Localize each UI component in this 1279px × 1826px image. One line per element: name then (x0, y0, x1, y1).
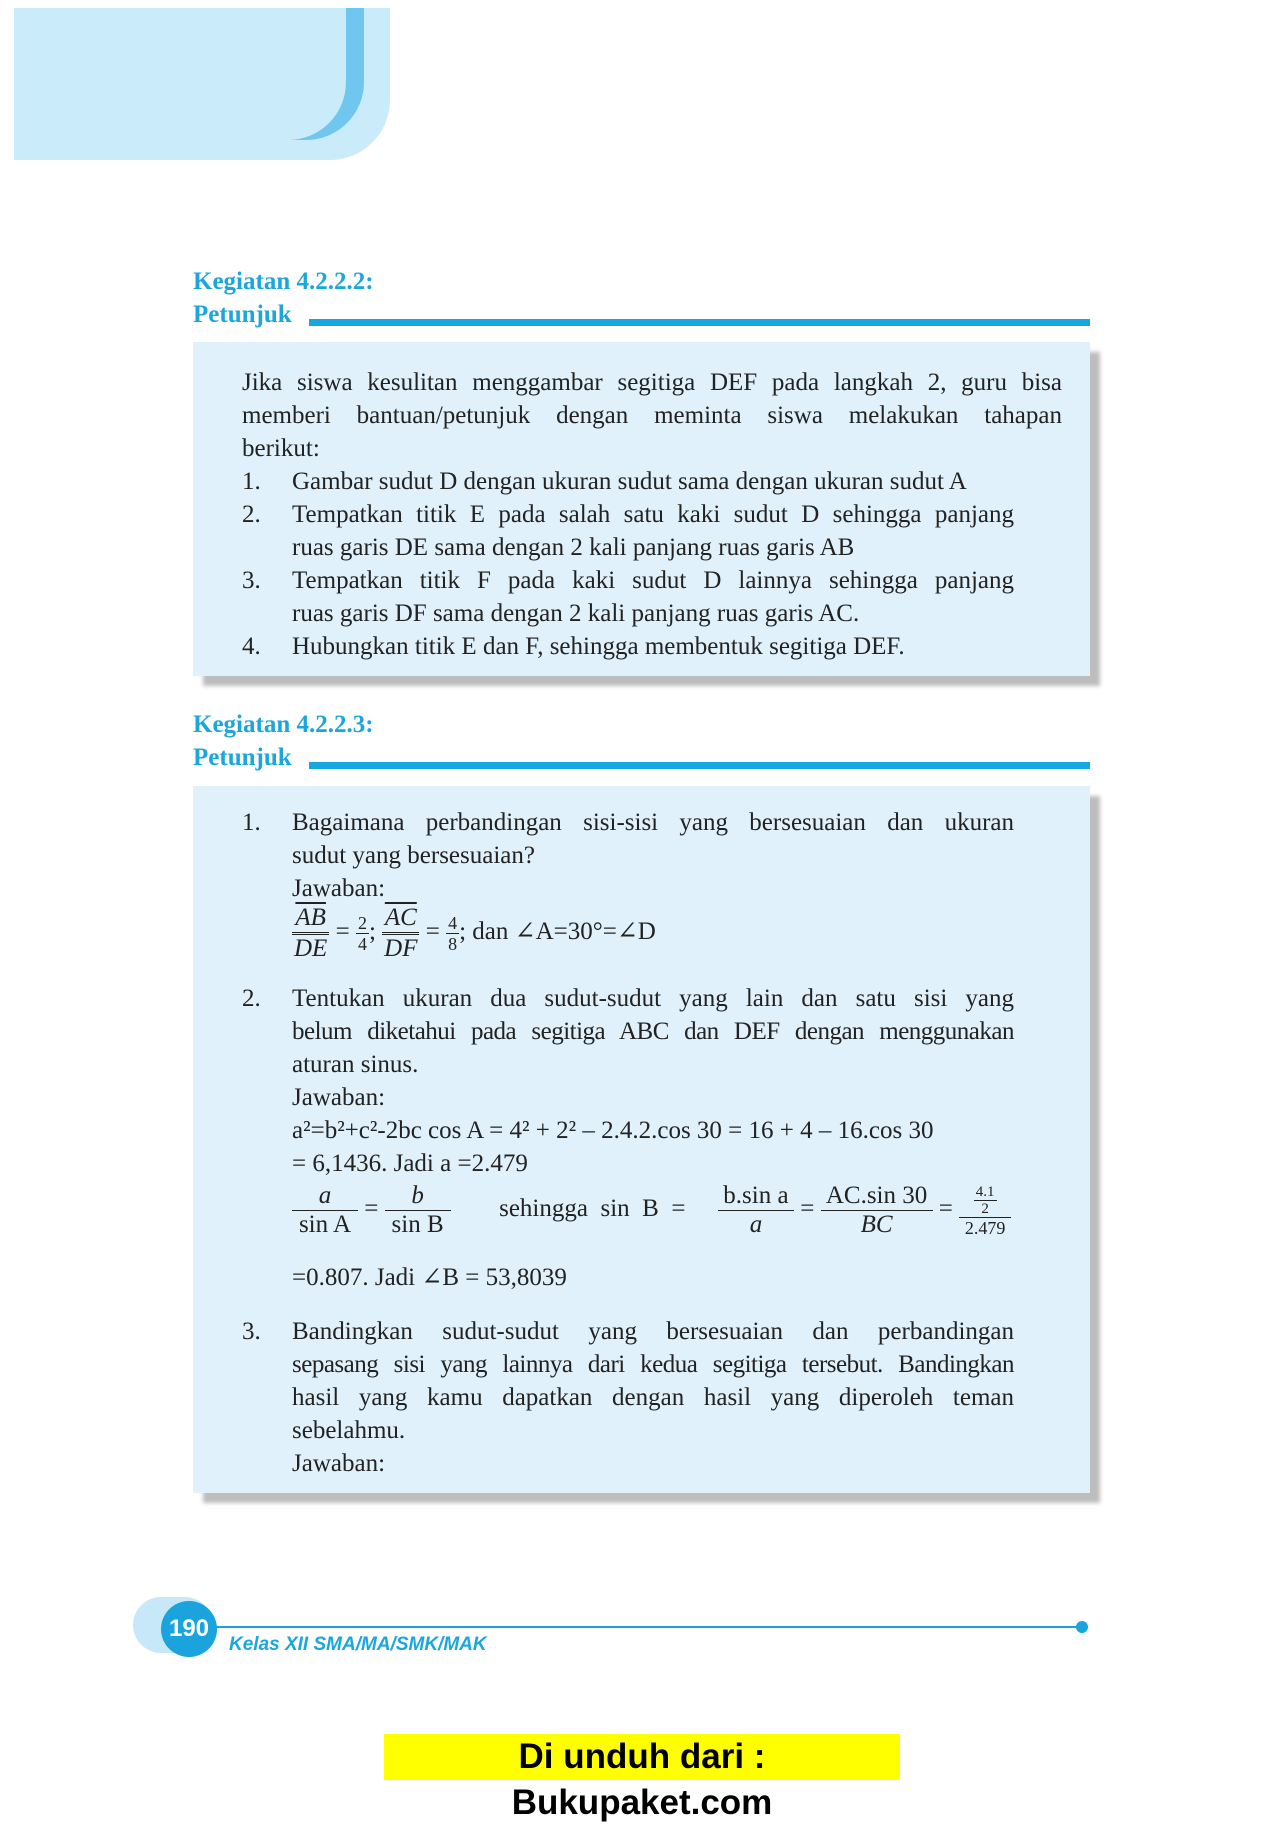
heading-rule (309, 319, 1090, 326)
numerator: a (318, 1182, 332, 1209)
footer-dot (1076, 1621, 1088, 1633)
denominator: 2.479 (959, 1217, 1011, 1238)
section1-subtitle: Petunjuk (193, 301, 292, 328)
question-text: Tentukan ukuran dua sudut-sudut yang lain dan satu sisi yang (292, 985, 1014, 1012)
step-text: ruas garis DF sama dengan 2 kali panjang ruas garis AC. (292, 600, 860, 627)
section2-subtitle-row (193, 741, 1090, 774)
denominator: 8 (448, 934, 458, 954)
question-number: 2. (242, 985, 261, 1012)
fraction (356, 913, 369, 954)
answer-label: Jawaban: (292, 1084, 386, 1111)
numerator: 4.1 (975, 1183, 995, 1200)
page-number: 190 (168, 1615, 210, 1642)
intro-line-2: memberi bantuan/petunjuk dengan meminta siswa melakukan tahapan (242, 402, 1062, 429)
segment-de: DE (294, 935, 328, 962)
numerator: 4 (448, 913, 458, 933)
numerator: b (411, 1182, 424, 1209)
step-number: 2. (242, 501, 261, 528)
intro-line-1: Jika siswa kesulitan menggambar segitiga DEF pada langkah 2, guru bisa (242, 369, 1062, 396)
denominator: sin A (298, 1211, 352, 1238)
question-text: belum diketahui pada segitiga ABC dan DEF dengan menggunakan (292, 1018, 1014, 1045)
fraction (446, 913, 459, 954)
step-text: Hubungkan titik E dan F, sehingga membentuk segitiga DEF. (292, 633, 905, 660)
ratio-equation: $\frac{\overline{AB}}{DE}$ = $\frac{2}{4}$ ; $\frac{\overline{AC}}{DF}$ = $\frac{4}{8}$ ; dan ∠A=30°=∠D (294, 904, 656, 962)
step-number: 4. (242, 633, 261, 660)
question-text: sudut yang bersesuaian? (292, 842, 535, 869)
step-text: ruas garis DE sama dengan 2 kali panjang ruas garis AB (292, 534, 855, 561)
denominator: BC (860, 1211, 893, 1238)
section1-subtitle-row (193, 298, 1090, 331)
book-title: Kelas XII SMA/MA/SMK/MAK (229, 1634, 487, 1655)
answer-label: Jawaban: (292, 1450, 386, 1477)
segment-ab: $\overline{AB}$ (295, 904, 326, 931)
question-text: sepasang sisi yang lainnya dari kedua segitiga tersebut. Bandingkan (292, 1351, 1014, 1378)
step-number: 1. (242, 468, 261, 495)
denominator: sin B (391, 1211, 444, 1238)
sine-rule-equation: $\frac{a}{\text{sin A}}$ = $\frac{b}{\text{sin B}}$ sehingga sin B = $\frac{\text{b.sin a}}{a}$ = $\frac{AC.\sin 30}{BC}$ = $\frac{\frac{4.1}{2}}{2.479}$ (292, 1182, 1011, 1239)
heading-rule (309, 762, 1090, 769)
question-number: 1. (242, 809, 261, 836)
segment-ac: $\overline{AC}$ (384, 904, 417, 931)
denominator: 2 (981, 1200, 989, 1217)
section2-box (193, 786, 1090, 1493)
section2-title: Kegiatan 4.2.2.3: (193, 711, 374, 738)
fraction (959, 1184, 1011, 1238)
intro-line-3: berikut: (242, 435, 320, 462)
question-text: hasil yang kamu dapatkan dengan hasil yang diperoleh teman (292, 1384, 1014, 1411)
question-text: aturan sinus. (292, 1051, 419, 1078)
denominator: a (749, 1211, 763, 1238)
numerator: AC.sin 30 (821, 1182, 933, 1211)
answer-label: Jawaban: (292, 875, 386, 902)
numerator: 2 (357, 913, 367, 933)
equation-tail: ; dan ∠A=30°=∠D (459, 918, 656, 946)
fraction (385, 1182, 451, 1239)
calculation-line: a²=b²+c²-2bc cos A = 4² + 2² – 2.4.2.cos 30 = 16 + 4 – 16.cos 30 (292, 1117, 934, 1144)
numerator: b.sin a (718, 1182, 794, 1211)
calculation-line: = 6,1436. Jadi a =2.479 (292, 1150, 528, 1177)
section1-title: Kegiatan 4.2.2.2: (193, 268, 374, 295)
question-number: 3. (242, 1318, 261, 1345)
fraction (821, 1182, 933, 1239)
segment-df: DF (384, 935, 418, 962)
footer-rule (210, 1626, 1080, 1628)
step-text: Gambar sudut D dengan ukuran sudut sama dengan ukuran sudut A (292, 468, 967, 495)
calculation-line: =0.807. Jadi ∠B = 53,8039 (292, 1264, 567, 1291)
sehingga-text: sehingga sin B = (499, 1195, 686, 1223)
fraction (382, 904, 419, 963)
step-text: Tempatkan titik E pada salah satu kaki sudut D sehingga panjang (292, 501, 1014, 528)
corner-decoration-inner (14, 8, 346, 140)
fraction (974, 1184, 997, 1217)
question-text: sebelahmu. (292, 1417, 406, 1444)
step-text: Tempatkan titik F pada kaki sudut D lainnya sehingga panjang (292, 567, 1014, 594)
section1-box (193, 342, 1090, 676)
fraction (292, 904, 329, 963)
fraction (292, 1182, 358, 1239)
question-text: Bandingkan sudut-sudut yang bersesuaian dan perbandingan (292, 1318, 1014, 1345)
fraction (718, 1182, 794, 1239)
section2-subtitle: Petunjuk (193, 744, 292, 771)
denominator: 4 (357, 934, 367, 954)
step-number: 3. (242, 567, 261, 594)
download-watermark: Di unduh dari : Bukupaket.com (384, 1734, 900, 1780)
question-text: Bagaimana perbandingan sisi-sisi yang bersesuaian dan ukuran (292, 809, 1014, 836)
